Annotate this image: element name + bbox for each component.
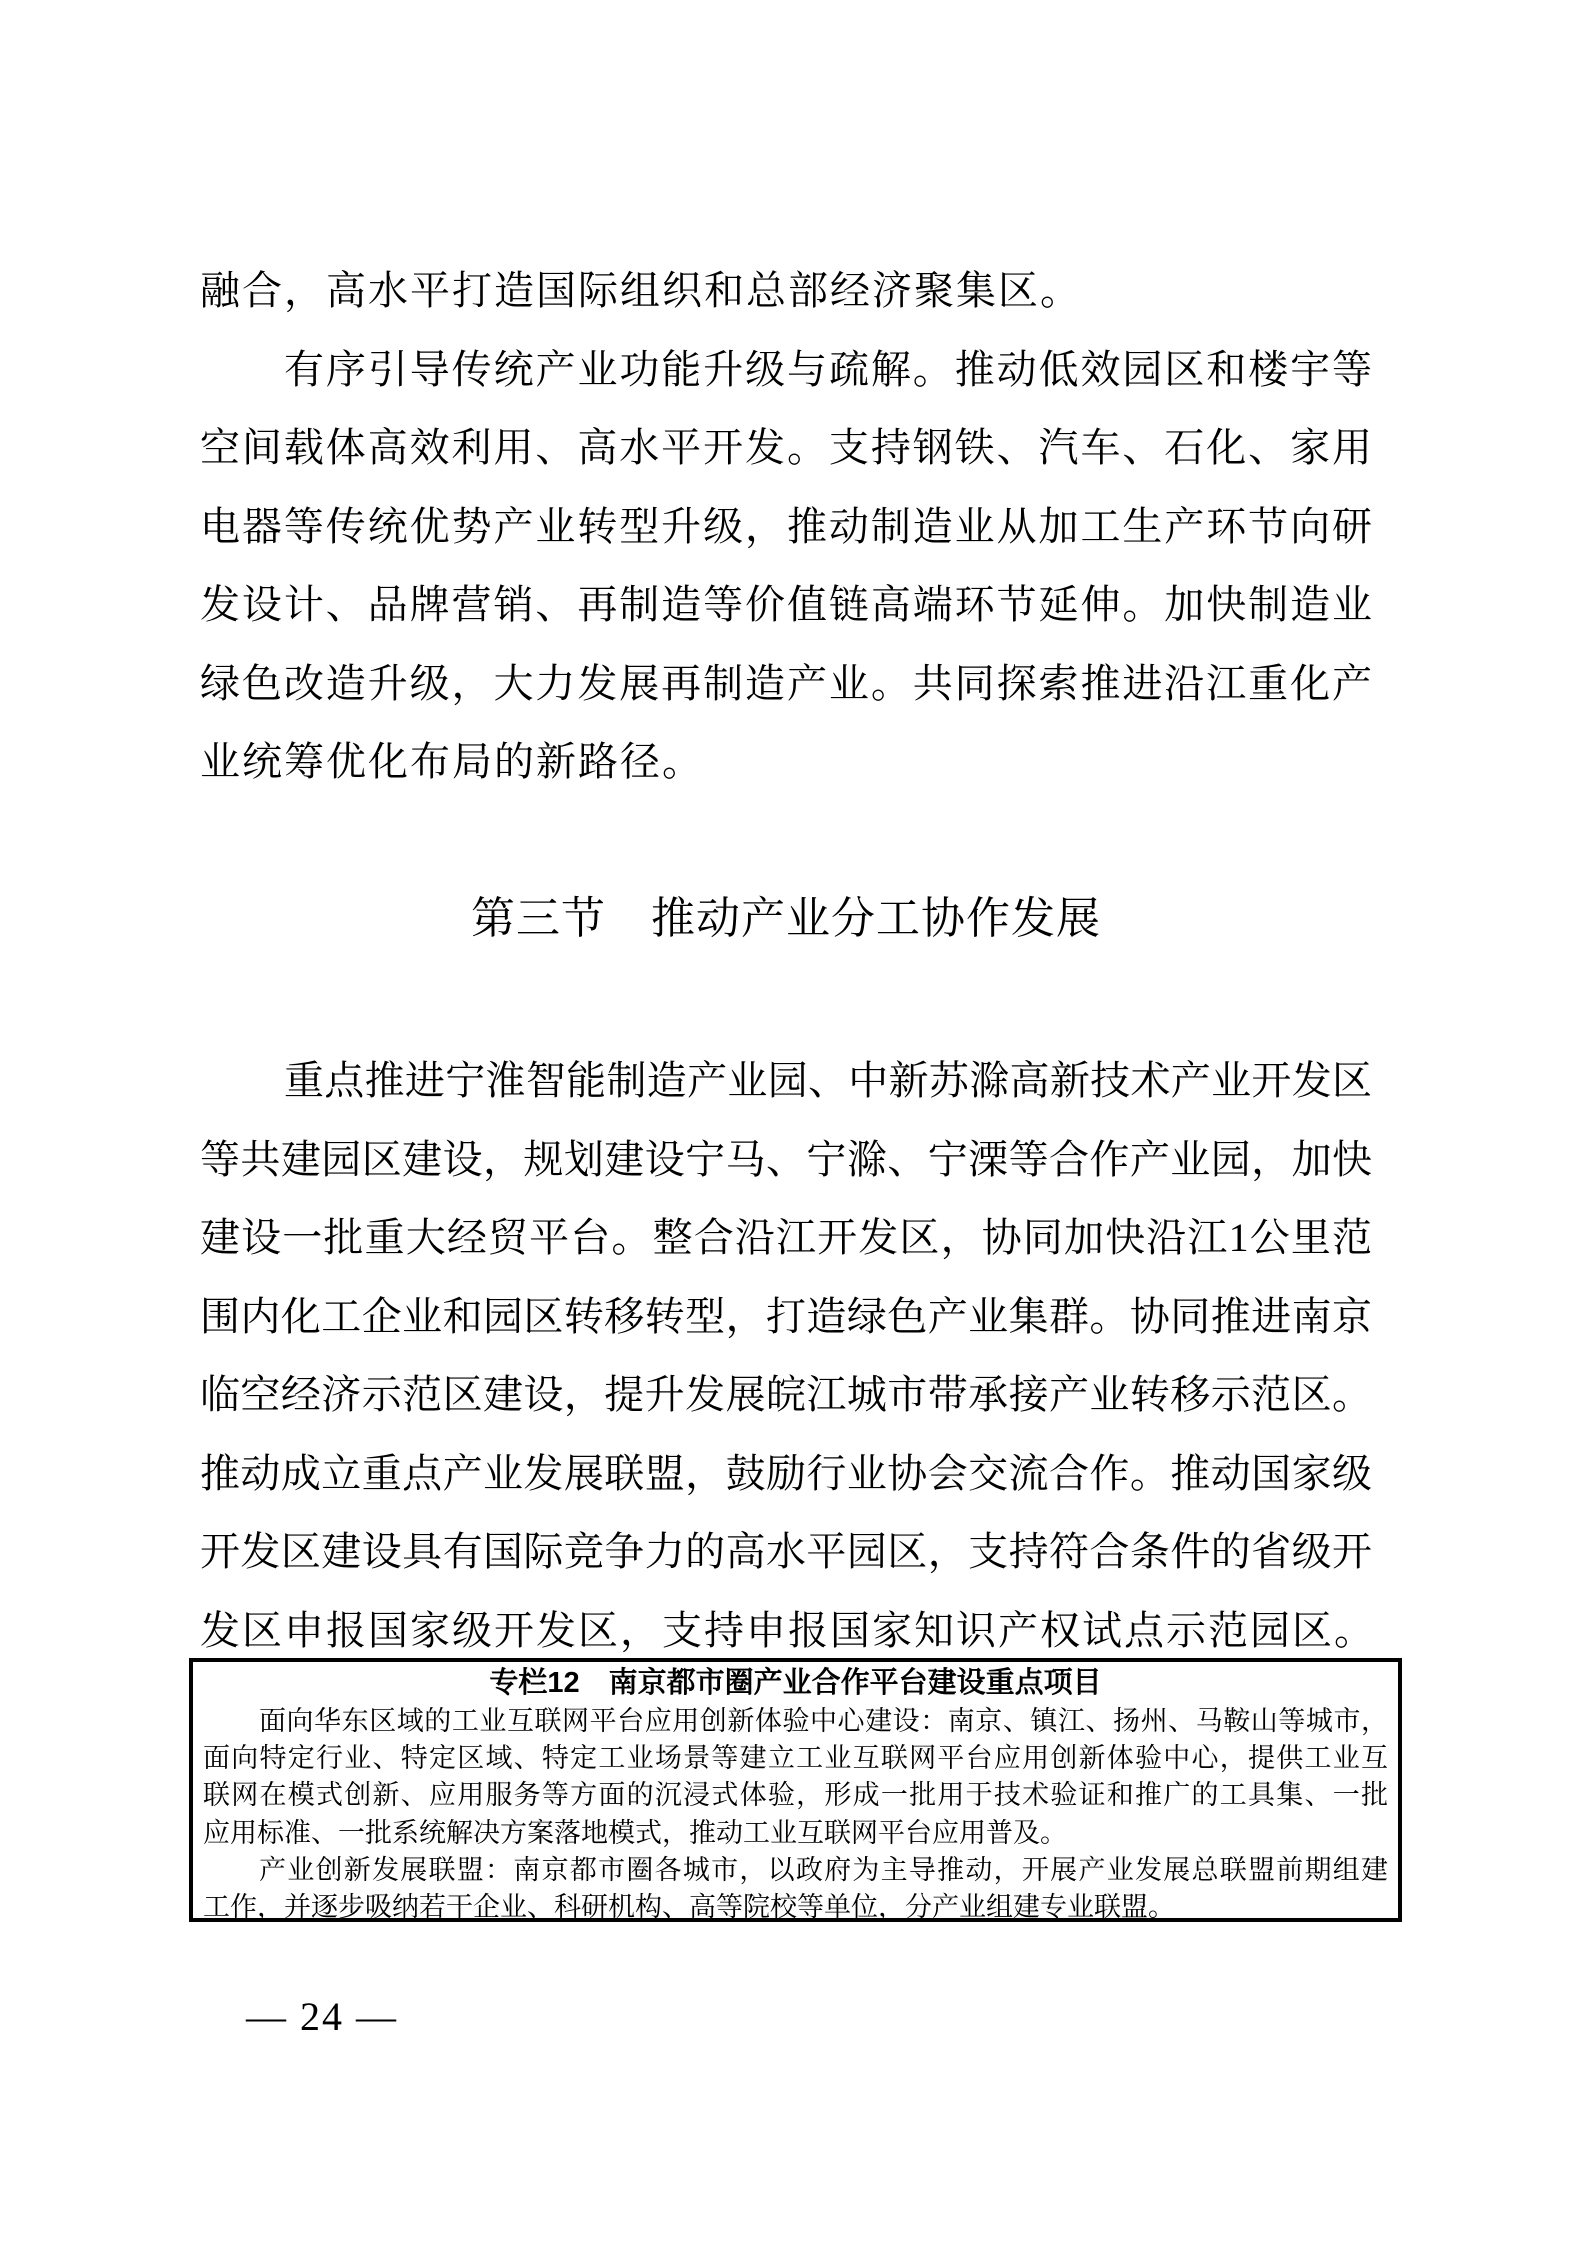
body-text-line: 绿色改造升级，大力发展再制造产业。共同探索推进沿江重化产 [200,660,1372,706]
body-text-line: 开发区建设具有国际竞争力的高水平园区，支持符合条件的省级开 [200,1529,1372,1574]
callout-box-line: 工作，并逐步吸纳若干企业、科研机构、高等院校等单位，分产业组建专业联盟。 [203,1892,1175,1923]
body-text-line: 有序引导传统产业功能升级与疏解。推动低效园区和楼宇等 [284,346,1372,392]
body-text-line: 电器等传统优势产业转型升级，推动制造业从加工生产环节向研 [200,503,1372,549]
callout-box-title: 专栏12 南京都市圈产业合作平台建设重点项目 [489,1667,1102,1699]
body-text-line: 建设一批重大经贸平台。整合沿江开发区，协同加快沿江1公里范 [200,1215,1372,1260]
callout-box-line: 联网在模式创新、应用服务等方面的沉浸式体验，形成一批用于技术验证和推广的工具集、一批 [203,1780,1388,1811]
body-text-line: 发设计、品牌营销、再制造等价值链高端环节延伸。加快制造业 [200,582,1372,627]
callout-box-line: 应用标准、一批系统解决方案落地模式，推动工业互联网平台应用普及。 [203,1817,1067,1848]
callout-box-line: 面向特定行业、特定区域、特定工业场景等建立工业互联网平台应用创新体验中心，提供工业互 [203,1743,1388,1774]
callout-box-line: 面向华东区域的工业互联网平台应用创新体验中心建设：南京、镇江、扬州、马鞍山等城市， [259,1706,1388,1736]
body-text-line: 临空经济示范区建设，提升发展皖江城市带承接产业转移示范区。 [200,1372,1372,1417]
body-text-line: 发区申报国家级开发区，支持申报国家知识产权试点示范园区。 [200,1607,1376,1653]
callout-box-line: 产业创新发展联盟：南京都市圈各城市，以政府为主导推动，开展产业发展总联盟前期组建 [259,1854,1388,1885]
body-text-line: 推动成立重点产业发展联盟，鼓励行业协会交流合作。推动国家级 [200,1450,1372,1496]
body-text-line: 围内化工企业和园区转移转型，打造绿色产业集群。协同推进南京 [200,1293,1372,1339]
callout-box [189,1658,1402,1922]
body-text-line: 重点推进宁淮智能制造产业园、中新苏滁高新技术产业开发区 [284,1058,1372,1103]
body-text-line: 业统筹优化布局的新路径。 [200,739,704,784]
page-number: — 24 — [246,1994,398,2039]
body-block-2 [200,1042,1376,1670]
body-text-line: 融合，高水平打造国际组织和总部经济聚集区。 [200,268,1082,313]
section-heading: 第三节 推动产业分工协作发展 [471,894,1101,943]
body-text-line: 等共建园区建设，规划建设宁马、宁滁、宁溧等合作产业园，加快 [200,1136,1372,1182]
body-block-1 [200,252,1372,802]
body-text-line: 空间载体高效利用、高水平开发。支持钢铁、汽车、石化、家用 [200,425,1372,470]
